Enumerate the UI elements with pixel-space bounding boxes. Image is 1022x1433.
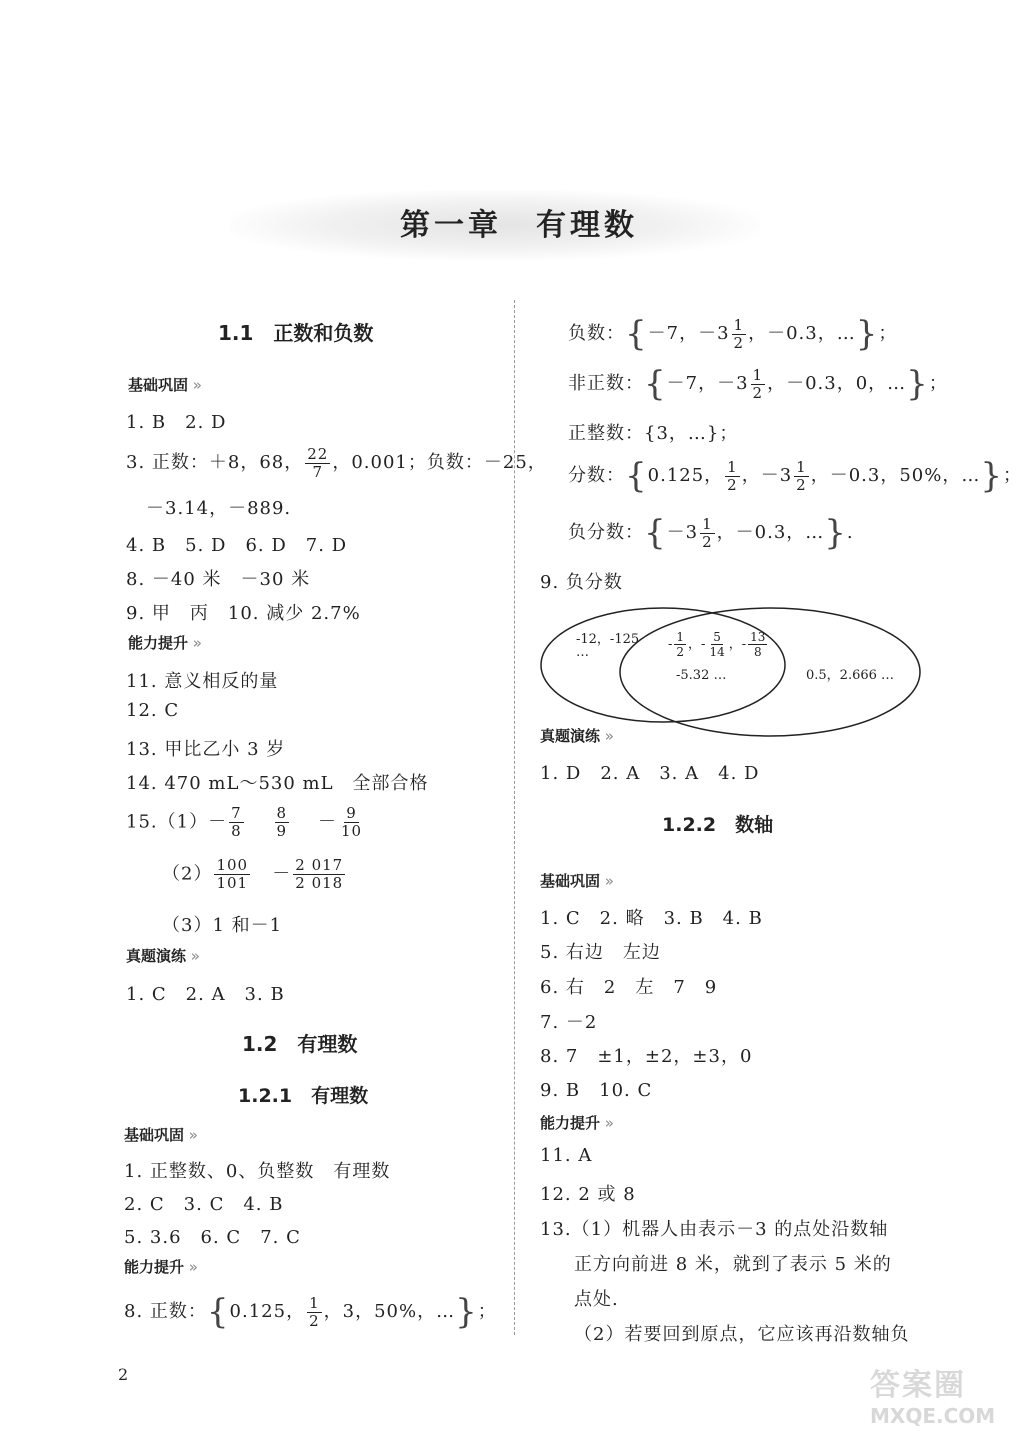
answer-15-2: （2） $\frac{100}{101}$ － $\frac{2 017}{2 018}$ xyxy=(162,856,344,892)
fraction: $\frac{1}{2}$ xyxy=(309,1293,320,1330)
set-negative-fraction: 负分数：{－3 $\frac{1}{2}$ ，－0.3，…}. xyxy=(568,513,854,553)
answer-p5-7: 5. 3.6 6. C 7. C xyxy=(124,1227,301,1248)
answer-14: 14. 470 mL～530 mL 全部合格 xyxy=(126,773,429,794)
set-non-positive: 非正数：{－7，－3 $\frac{1}{2}$ ，－0.3，0，…}； xyxy=(568,364,948,404)
answer-13: 13. 甲比乙小 3 岁 xyxy=(126,739,286,760)
fraction: $\frac{1}{2}$ xyxy=(727,457,738,494)
fraction: $\frac{1}{2}$ xyxy=(796,457,807,494)
answer-3-line2: －3.14，－889. xyxy=(146,498,292,519)
sub-ability-3: 能力提升 » xyxy=(540,1112,614,1133)
fraction: $\frac{100}{101}$ xyxy=(216,856,249,892)
section-1-1-title: 1.1 正数和负数 xyxy=(218,321,374,345)
chapter-banner xyxy=(230,190,760,260)
chapter-title: 第一章 有理数 xyxy=(400,208,638,243)
answer-8: 8. －40 米 －30 米 xyxy=(126,569,311,590)
fraction: $\frac{1}{2}$ xyxy=(676,630,685,659)
answer-p2-4: 2. C 3. C 4. B xyxy=(124,1194,284,1215)
answer-r9: 9. 负分数 xyxy=(540,572,623,593)
answer-a12: 12. 2 或 8 xyxy=(540,1184,636,1205)
real-answers-1: 1. C 2. A 3. B xyxy=(126,984,285,1005)
answer-a9-10: 9. B 10. C xyxy=(540,1080,653,1101)
answer-a6: 6. 右 2 左 7 9 xyxy=(540,977,718,998)
venn-left-label: -12，-125 xyxy=(576,632,640,647)
answer-a13-line1: 13.（1）机器人由表示－3 的点处沿数轴 xyxy=(540,1219,889,1240)
answer-15-1: 15.（1）－ $\frac{7}{8}$ $\frac{8}{9}$ － $\frac{9}{10}$ xyxy=(126,804,363,840)
answer-p1: 1. 正整数、0、负整数 有理数 xyxy=(124,1161,391,1182)
answer-4-7: 4. B 5. D 6. D 7. D xyxy=(126,535,348,556)
answer-9-10: 9. 甲 丙 10. 减少 2.7% xyxy=(126,603,361,624)
fraction: $\frac{1}{2}$ xyxy=(752,365,764,402)
sub-real-1: 真题演练 » xyxy=(126,945,200,966)
set-negative: 负数：{－7，－3 $\frac{1}{2}$ ，－0.3，…}； xyxy=(568,314,898,354)
fraction: $\frac{13}{8}$ xyxy=(750,630,766,659)
answer-15-3: （3）1 和－1 xyxy=(162,915,283,936)
answer-a8: 8. 7 ±1，±2，±3，0 xyxy=(540,1046,753,1067)
section-1-2-title: 1.2 有理数 xyxy=(242,1032,358,1056)
fraction: $\frac{7}{8}$ xyxy=(231,804,242,840)
section-1-2-1-title: 1.2.1 有理数 xyxy=(238,1085,369,1107)
sub-ability-2: 能力提升 » xyxy=(124,1256,198,1277)
answer-a7: 7. －2 xyxy=(540,1012,598,1033)
fraction: $\frac{22}{7}$ xyxy=(307,444,329,481)
fraction: $\frac{5}{14}$ xyxy=(709,630,725,659)
sub-basic-2: 基础巩固 » xyxy=(124,1124,198,1145)
answer-p8: 8. 正数：{0.125， $\frac{1}{2}$ ，3，50%，…}； xyxy=(124,1292,497,1332)
fraction: $\frac{1}{2}$ xyxy=(733,315,745,352)
sub-basic-1: 基础巩固 » xyxy=(128,374,202,395)
venn-left-ellipse xyxy=(541,608,785,722)
sub-ability-1: 能力提升 » xyxy=(128,632,202,653)
answer-3: 3. 正数：＋8，68， $\frac{22}{7}$ ，0.001；负数：－25， xyxy=(126,444,547,481)
sub-basic-3: 基础巩固 » xyxy=(540,870,614,891)
venn-left-ellipsis: … xyxy=(576,645,589,660)
answer-a13-line3: 点处. xyxy=(574,1289,619,1310)
watermark xyxy=(870,1360,995,1428)
set-positive-integer: 正整数：{3，…}； xyxy=(568,423,739,444)
venn-right-label: 0.5，2.666 … xyxy=(806,668,895,683)
section-1-2-2-title: 1.2.2 数轴 xyxy=(662,814,774,836)
answer-a11: 11. A xyxy=(540,1145,593,1166)
answer-1: 1. B 2. D xyxy=(126,412,227,433)
fraction: $\frac{1}{2}$ xyxy=(702,514,713,551)
fraction: $\frac{9}{10}$ xyxy=(340,804,363,840)
page-number: 2 xyxy=(118,1365,129,1384)
fraction: $\frac{8}{9}$ xyxy=(276,804,288,840)
watermark-logo: 答案圈 xyxy=(870,1368,966,1403)
answer-11: 11. 意义相反的量 xyxy=(126,671,279,692)
watermark-url: MXQE.COM xyxy=(870,1404,996,1428)
answer-a13-line2: 正方向前进 8 米，就到了表示 5 米的 xyxy=(574,1254,892,1275)
answer-12: 12. C xyxy=(126,700,180,721)
real-answers-2: 1. D 2. A 3. A 4. D xyxy=(540,763,760,784)
sub-real-2: 真题演练 » xyxy=(540,725,614,746)
venn-middle-label-2: -5.32 … xyxy=(676,668,727,683)
fraction: $\frac{2 017}{2 018}$ xyxy=(295,856,344,892)
set-fraction: 分数：{0.125， $\frac{1}{2}$ ，－3 $\frac{1}{2}$ ，－0.3，50%，…}； xyxy=(568,456,1022,496)
answer-a5: 5. 右边 左边 xyxy=(540,942,661,963)
answer-a13-line4: （2）若要回到原点，它应该再沿数轴负 xyxy=(574,1324,910,1345)
venn-middle-label: - $\frac{1}{2}$ ，- $\frac{5}{14}$ ，- $\frac{13}{8}$ xyxy=(668,630,766,659)
answer-a1-4: 1. C 2. 略 3. B 4. B xyxy=(540,908,763,929)
